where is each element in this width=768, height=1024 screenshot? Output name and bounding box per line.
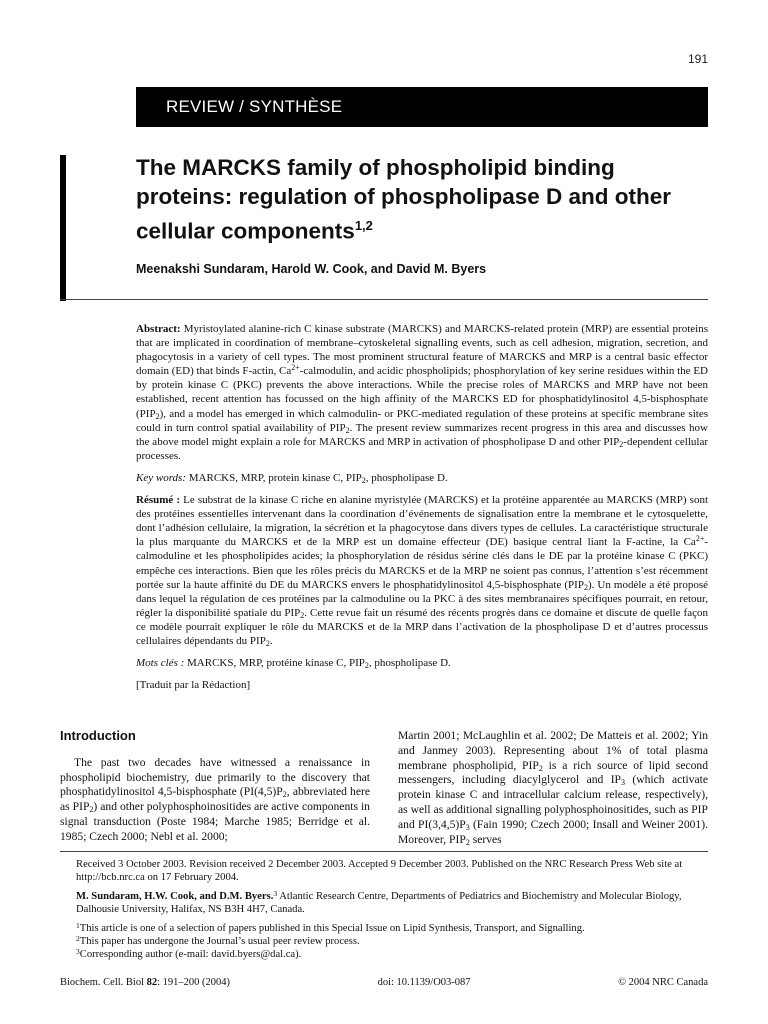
section-heading-introduction: Introduction bbox=[60, 728, 136, 743]
body-text: ) and other polyphosphoinositides are active components in signal transduction (Poste 1984; Marche 1985; Berridge et al. 1985; Czech 2000; Nebl et al. 2000; bbox=[60, 800, 370, 843]
body-text: , abbreviated here as PIP bbox=[60, 785, 370, 814]
section-banner bbox=[136, 87, 708, 127]
abstract-block bbox=[136, 322, 708, 700]
keywords-sub: 2 bbox=[361, 475, 366, 485]
resume-text: Le substrat de la kinase C riche en alanine myristylée (MARCKS) et la protéine apparentée au MARCKS (MRP) sont des protéines essentielles intervenant dans la coordination d’événements de signalisation entre la membrane et le cytosquelette, dont l’adhésion cellulaire, la migration, la sécrétion et la phagocytose dans divers types de cellules. La caractéristique structurale la plus marquante du MARCKS et de la MRP est un domaine effecteur (DE) basique central liant la F-actine, la Ca bbox=[136, 494, 708, 549]
abstract-sub: 2 bbox=[155, 411, 160, 421]
abstract-fr bbox=[136, 493, 708, 648]
body-text: serves bbox=[469, 832, 502, 846]
mots-cles-sub: 2 bbox=[364, 661, 369, 671]
journal-volume: 82 bbox=[146, 977, 158, 988]
footnote-text: Corresponding author (e-mail: david.byers@dal.ca). bbox=[79, 949, 302, 961]
body-sub: 2 bbox=[465, 837, 470, 847]
footnote-1 bbox=[76, 922, 708, 935]
journal-citation bbox=[60, 977, 230, 988]
page-footer bbox=[60, 977, 708, 988]
received-dates: Received 3 October 2003. Revision received 2 December 2003. Accepted 9 December 2003. Published on the NRC Research Press Web site at http://bcb.nrc.ca on 17 February 2004. bbox=[76, 859, 683, 884]
footnote-3 bbox=[76, 948, 708, 961]
body-text: (which activate protein kinase C and intracellular calcium release, respectively), as well as additional signalling polyphosphoinositides, such as PIP and PI(3,4,5)P bbox=[398, 773, 708, 831]
footnote-text: This article is one of a selection of papers published in this Special Issue on Lipid Synthesis, Transport, and Signalling. bbox=[79, 922, 585, 934]
body-text: The past two decades have witnessed a renaissance in phospholipid biochemistry, due primarily to the discovery that phosphatidylinositol 4,5-bisphosphate (PI(4,5)P bbox=[60, 755, 370, 799]
keywords-label: Key words: bbox=[136, 471, 187, 484]
title-accent-bar bbox=[60, 155, 66, 301]
journal-pages: : 191–200 (2004) bbox=[157, 977, 231, 988]
abstract-sup: 2+ bbox=[291, 363, 300, 373]
body-text: Martin 2001; McLaughlin et al. 2002; De Matteis et al. 2002; Yin and Janmey 2003). Representing about 1% of total plasma membrane phospholipid, PIP bbox=[398, 729, 708, 772]
body-paragraph bbox=[398, 729, 708, 847]
mots-cles-label: Mots clés : bbox=[136, 657, 185, 670]
resume-text: . bbox=[269, 634, 273, 647]
body-paragraph bbox=[60, 756, 370, 845]
resume-text: ). Un modèle a été proposé dans lequel la régulation de ces protéines par la calmoduline ou la PKC à des sites membranaires spécifiques pourrait, en retour, régler la disponibilité spatiale du PIP bbox=[136, 578, 708, 619]
resume-sub: 2 bbox=[583, 582, 588, 592]
affiliation-text: Atlantic Research Centre, Departments of Pediatrics and Biochemistry and Molecular Biology, Dalhousie University, Halifax, NS B3H 4H7, Canada. bbox=[76, 890, 682, 916]
mots-cles-text: MARCKS, MRP, protéine kinase C, PIP bbox=[184, 657, 365, 670]
affiliation-names: M. Sundaram, H.W. Cook, and D.M. Byers. bbox=[76, 890, 274, 902]
body-sub: 2 bbox=[89, 805, 94, 815]
header-divider bbox=[60, 299, 708, 300]
body-sub: 2 bbox=[282, 790, 287, 800]
translation-note: [Traduit par la Rédaction] bbox=[136, 679, 251, 692]
footnote-number: 1 bbox=[76, 920, 80, 930]
body-text: is a rich source of lipid second messengers, including diacylglycerol and IP bbox=[398, 758, 708, 787]
resume-sub: 2 bbox=[265, 638, 270, 648]
abstract-sub: 2 bbox=[345, 425, 350, 435]
abstract-text: -calmodulin, and acidic phospholipids; phosphorylation of key serine residues within the ED by protein kinase C (PKC) prevents the above interactions. While the precise roles of MARCKS and MRP have not been established, recent attention has focussed on the high affinity of the MARCKS ED for phosphatidylinositol 4,5-bisphosphate (PIP bbox=[136, 365, 708, 420]
title-footnote-ref[interactable]: 1,2 bbox=[354, 218, 373, 233]
abstract-sub: 2 bbox=[619, 439, 624, 449]
body-column-left bbox=[60, 729, 370, 845]
resume-sub: 2 bbox=[300, 610, 305, 620]
title-line-1: The MARCKS family of phospholipid binding bbox=[136, 155, 615, 180]
resume-text: . Cette revue fait un résumé des récents progrès dans ce domaine et discute de quelle façon ce modèle pourrait expliquer le rôle du MARCKS et de la MRP dans l’activation de la phospholipase D et d’autres processus cellulaires dépendants du PIP bbox=[136, 606, 708, 647]
footnote-divider bbox=[60, 851, 708, 852]
resume-label: Résumé : bbox=[136, 494, 181, 507]
abstract-label: Abstract: bbox=[136, 323, 181, 335]
journal-name: Biochem. Cell. Biol bbox=[60, 977, 147, 988]
section-label: REVIEW / SYNTHÈSE bbox=[166, 97, 343, 116]
footnote-number: 3 bbox=[76, 947, 80, 957]
body-sub: 2 bbox=[538, 763, 543, 773]
abstract-text: ), and a model has emerged in which calmodulin- or PKC-mediated regulation of these proteins at specific membrane sites could in turn control spatial availability of PIP bbox=[136, 407, 708, 434]
affiliation bbox=[76, 890, 708, 917]
keywords-fr bbox=[136, 656, 708, 670]
copyright: © 2004 NRC Canada bbox=[618, 977, 708, 988]
footnote-2 bbox=[76, 935, 708, 948]
footnote-text: This paper has undergone the Journal’s usual peer review process. bbox=[79, 936, 360, 948]
mots-cles-text: , phospholipase D. bbox=[368, 657, 451, 670]
page-number: 191 bbox=[687, 52, 708, 66]
affiliation-sup: 3 bbox=[273, 888, 278, 898]
resume-text: -calmoduline et les phospholipides acides; la phosphorylation de résidus sérine clés dans le DE par la protéine kinase C (PKC) empêche ces interactions. Bien que les rôles précis du MARCKS et de la MRP ne soient pas connus, l’attention s’est récemment portée sur la haute affinité du DE du MARCKS envers le phosphatidylinositol 4,5-bisphosphate (PIP bbox=[136, 536, 708, 591]
author-list: Meenakshi Sundaram, Harold W. Cook, and David M. Byers bbox=[136, 262, 487, 276]
footnote-number: 2 bbox=[76, 934, 80, 944]
article-title bbox=[136, 153, 708, 246]
keywords-text: MARCKS, MRP, protein kinase C, PIP bbox=[186, 471, 362, 484]
doi[interactable]: doi: 10.1139/O03-087 bbox=[377, 977, 471, 988]
title-line-2: proteins: regulation of phospholipase D and other bbox=[136, 184, 672, 209]
abstract-en bbox=[136, 322, 708, 463]
keywords-en bbox=[136, 471, 708, 485]
body-text: (Fain 1990; Czech 2000; Insall and Weiner 2001). Moreover, PIP bbox=[398, 817, 708, 846]
abstract-text: -dependent cellular processes. bbox=[136, 435, 708, 462]
body-column-right bbox=[398, 729, 708, 847]
body-sub: 3 bbox=[465, 822, 470, 832]
keywords-text: , phospholipase D. bbox=[365, 471, 448, 484]
body-sub: 3 bbox=[621, 778, 625, 788]
title-line-3: cellular components bbox=[136, 218, 355, 244]
abstract-text: . The present review summarizes recent progress in this area and discusses how the above model might explain a role for MARCKS and MRP in activation of phospholipase D and other PIP bbox=[136, 421, 708, 448]
resume-sup: 2+ bbox=[695, 534, 705, 544]
abstract-text: Myristoylated alanine-rich C kinase substrate (MARCKS) and MARCKS-related protein (MRP) are essential proteins that are implicated in coordination of membrane–cytoskeletal signalling events, such as cell adhesion, migration, secretion, and phagocytosis in a variety of cell types. The most prominent structural feature of MARCKS and MRP is a central basic effector domain (ED) that binds F-actin, Ca bbox=[136, 323, 708, 378]
footnotes-block bbox=[76, 858, 708, 962]
